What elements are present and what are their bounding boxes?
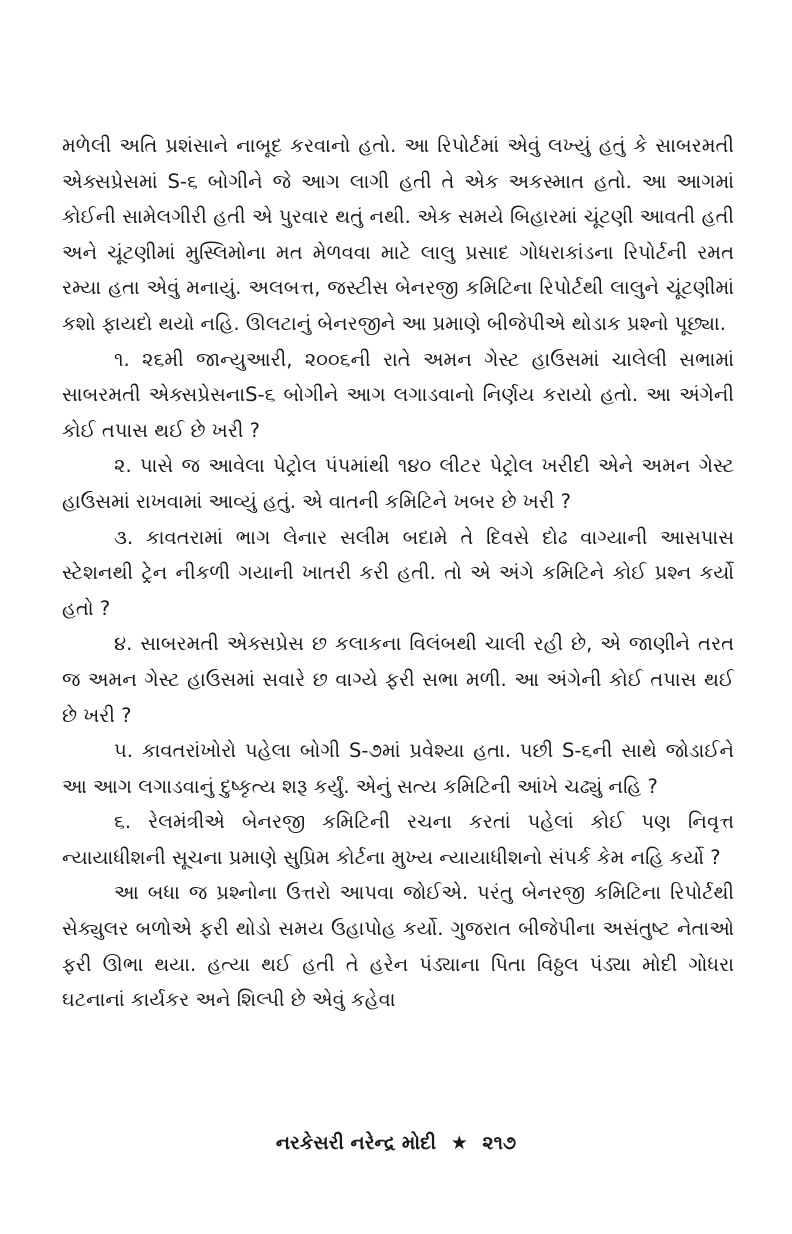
paragraph-closing: આ બધા જ પ્રશ્નોના ઉત્તરો આપવા જોઈએ. પરંતુ બેનરજી કમિટિના રિપોર્ટથી સેક્યુલર બળોએ ફરી થોડો સમય ઉહાપોહ કર્યો. ગુજરાત બીજેપીના અસંતુષ્ટ નેતાઓ ફરી ઊભા થયા. હત્યા થઈ હતી તે હરેન પંડ્યાના પિતા વિઠ્ઠલ પંડ્યા મોદી ગોધરા ઘટનાનાં કાર્યકર અને શિલ્પી છે એવું કહેવા [62,881,734,1012]
question-3: ૩. કાવતરામાં ભાગ લેનાર સલીમ બદામે તે દિવસે દોઢ વાગ્યાની આસપાસ સ્ટેશનથી ટ્રેન નીકળી ગયાની ખાતરી કરી હતી. તો એ અંગે કમિટિને કોઈ પ્રશ્ન કર્યો હતો ? [62,525,734,620]
book-title: નરકેસરી નરેન્દ્ર મોદી [275,1132,437,1154]
paragraph-intro: મળેલી અતિ પ્રશંસાને નાબૂદ કરવાનો હતો. આ રિપોર્ટમાં એવું લખ્યું હતું કે સાબરમતી એક્સપ્રેસમાં S-૬ બોગીને જે આગ લાગી હતી તે એક અકસ્માત હતો. આ આગમાં કોઈની સામેલગીરી હતી એ પુરવાર થતું નથી. એક સમયે બિહારમાં ચૂંટણી આવતી હતી અને ચૂંટણીમાં મુસ્લિમોના મત મેળવવા માટે લાલુ પ્રસાદ ગોધરાકાંડના રિપોર્ટની રમત રમ્યા હતા એવું મનાયું. અલબત્ત, જસ્ટીસ બેનરજી કમિટિના રિપોર્ટથી લાલુને ચૂંટણીમાં કશો ફાયદો થયો નહિ. ઊલટાનું બેનરજીને આ પ્રમાણે બીજેપીએ થોડાક પ્રશ્નો પૂછ્યા. [62,134,734,335]
star-separator: ★ [450,1132,468,1154]
question-1: ૧. ૨૬મી જાન્યુઆરી, ૨૦૦૬ની રાતે અમન ગેસ્ટ હાઉસમાં ચાલેલી સભામાં સાબરમતી એક્સપ્રેસનાS-૬ બોગીને આગ લગાડવાનો નિર્ણય કરાયો હતો. આ અંગેની કોઈ તપાસ થઈ છે ખરી ? [62,347,734,442]
page-footer [0,1132,792,1154]
question-6: ૬. રેલમંત્રીએ બેનરજી કમિટિની રચના કરતાં પહેલાં કોઈ પણ નિવૃત્ત ન્યાયાધીશની સૂચના પ્રમાણે સુપ્રિમ કોર્ટના મુખ્ય ન્યાયાધીશનો સંપર્ક કેમ નહિ કર્યો ? [62,810,734,869]
page-number: ૨૧૭ [482,1132,517,1154]
question-4: ૪. સાબરમતી એક્સપ્રેસ છ કલાકના વિલંબથી ચાલી રહી છે, એ જાણીને તરત જ અમન ગેસ્ટ હાઉસમાં સવારે છ વાગ્યે ફરી સભા મળી. આ અંગેની કોઈ તપાસ થઈ છે ખરી ? [62,632,734,727]
page-body [62,128,734,1018]
question-5: ૫. કાવતરાંખોરો પહેલા બોગી S-૭માં પ્રવેશ્યા હતા. પછી S-૬ની સાથે જોડાઈને આ આગ લગાડવાનું દુષ્કૃત્ય શરૂ કર્યું. એનું સત્ય કમિટિની આંખે ચઢ્યું નહિ ? [62,739,734,798]
question-2: ૨. પાસે જ આવેલા પેટ્રોલ પંપમાંથી ૧૪૦ લીટર પેટ્રોલ ખરીદી એને અમન ગેસ્ટ હાઉસમાં રાખવામાં આવ્યું હતું. એ વાતની કમિટિને ખબર છે ખરી ? [62,454,734,513]
